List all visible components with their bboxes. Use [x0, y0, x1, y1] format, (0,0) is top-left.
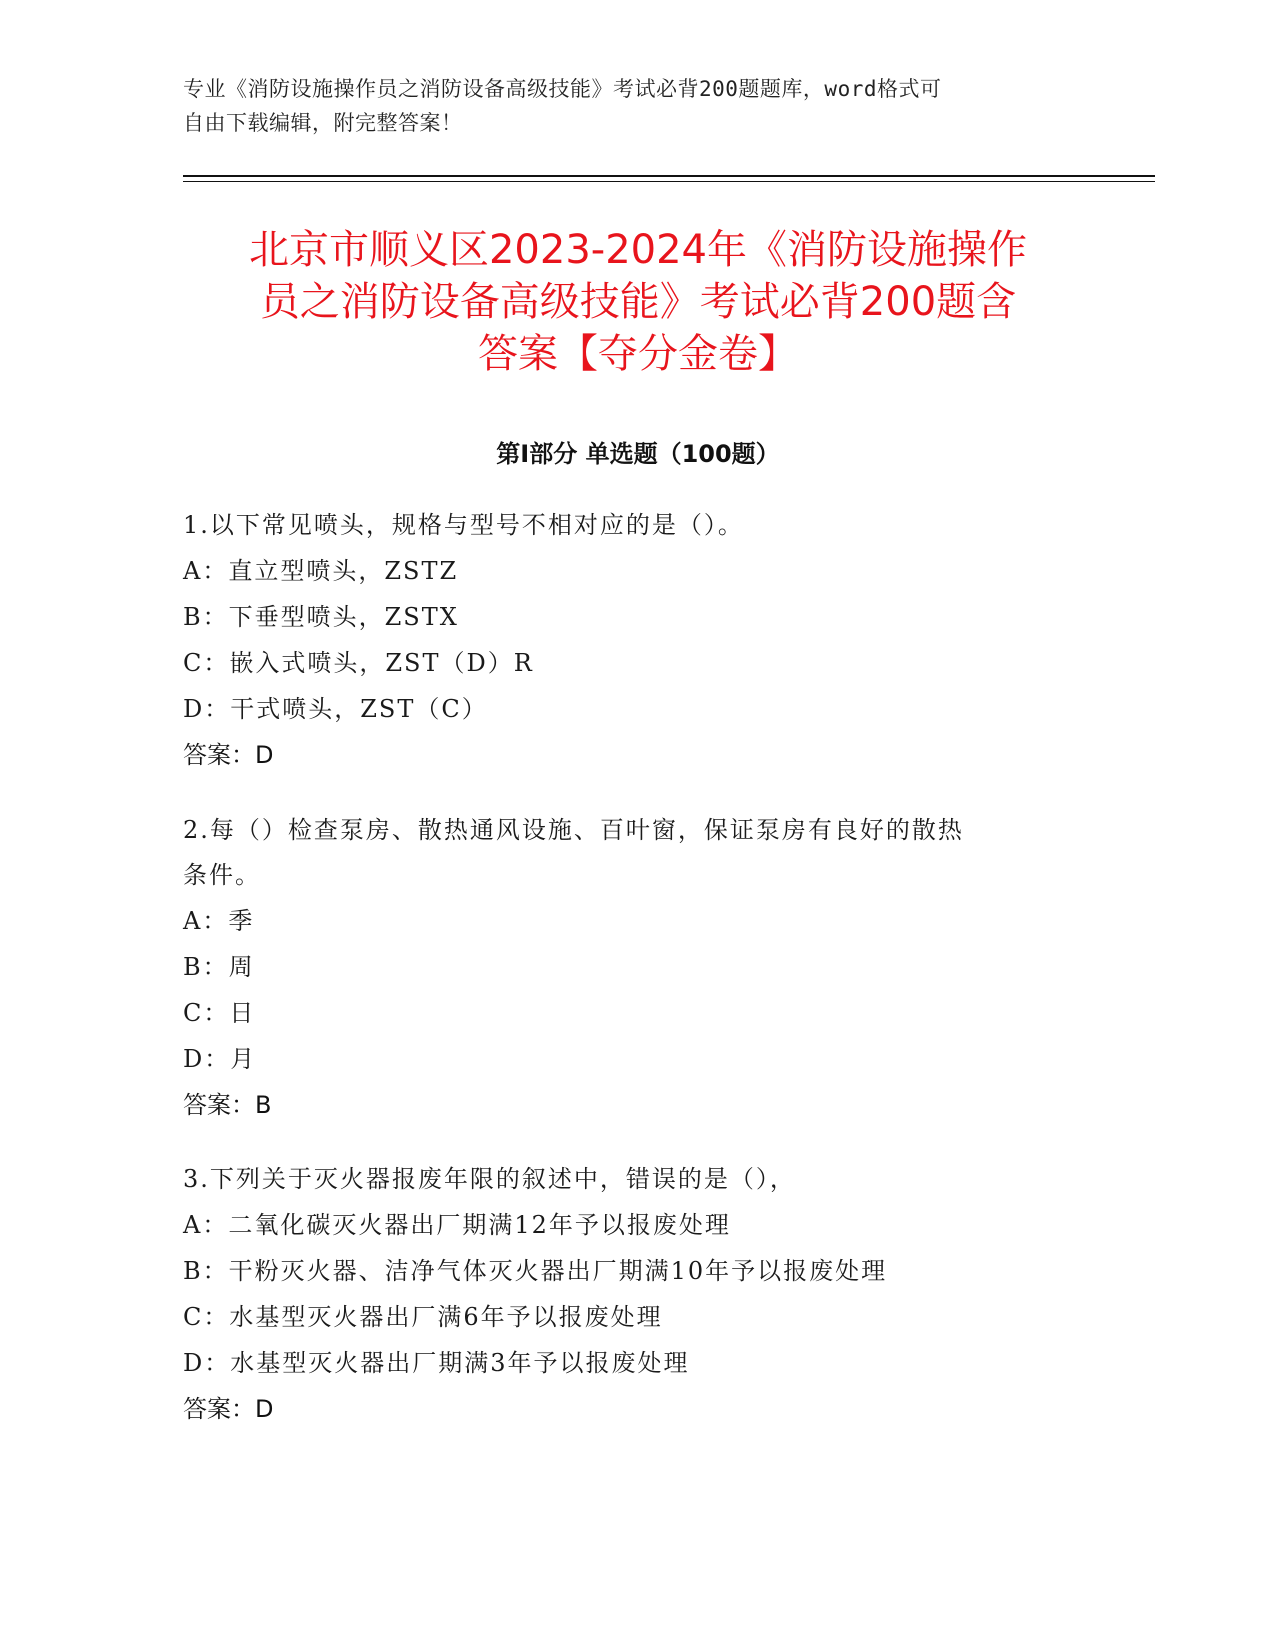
question-1 [183, 503, 1063, 778]
section-title: 第I部分 单选题（100题） [496, 440, 780, 468]
option-b: B：周 [183, 953, 255, 981]
answer: 答案：D [183, 741, 274, 769]
answer: 答案：D [183, 1395, 274, 1423]
header-note [183, 72, 1063, 140]
option-b: B：干粉灭火器、洁净气体灭火器出厂期满10年予以报废处理 [183, 1257, 888, 1285]
document-title [183, 224, 1093, 380]
option-c: C：嵌入式喷头，ZST（D）R [183, 649, 534, 677]
header-divider-thick [183, 175, 1155, 177]
option-a: A：季 [183, 907, 255, 935]
question-stem-continued: 条件。 [183, 861, 261, 889]
document-title-line-3: 答案【夺分金卷】 [478, 331, 798, 377]
question-2 [183, 808, 1063, 1128]
question-stem: 1.以下常见喷头，规格与型号不相对应的是（）。 [183, 511, 744, 539]
document-title-line-2: 员之消防设备高级技能》考试必背200题含 [259, 279, 1017, 325]
option-d: D：干式喷头，ZST（C） [183, 695, 488, 723]
question-3 [183, 1157, 1063, 1432]
question-stem: 3.下列关于灭火器报废年限的叙述中，错误的是（）， [183, 1165, 796, 1193]
option-c: C：水基型灭火器出厂满6年予以报废处理 [183, 1303, 663, 1331]
header-note-line-2: 自由下载编辑，附完整答案！ [183, 111, 463, 135]
question-stem: 2.每（）检查泵房、散热通风设施、百叶窗，保证泵房有良好的散热 [183, 816, 964, 844]
answer: 答案：B [183, 1091, 272, 1119]
option-a: A：二氧化碳灭火器出厂期满12年予以报废处理 [183, 1211, 731, 1239]
option-b: B：下垂型喷头，ZSTX [183, 603, 459, 631]
header-divider-thin [183, 181, 1155, 182]
document-title-line-1: 北京市顺义区2023-2024年《消防设施操作 [248, 227, 1028, 273]
option-d: D：月 [183, 1045, 257, 1073]
option-a: A：直立型喷头，ZSTZ [183, 557, 459, 585]
option-c: C：日 [183, 999, 256, 1027]
header-note-line-1: 专业《消防设施操作员之消防设备高级技能》考试必背200题题库，word格式可 [183, 77, 942, 101]
option-d: D：水基型灭火器出厂期满3年予以报废处理 [183, 1349, 690, 1377]
